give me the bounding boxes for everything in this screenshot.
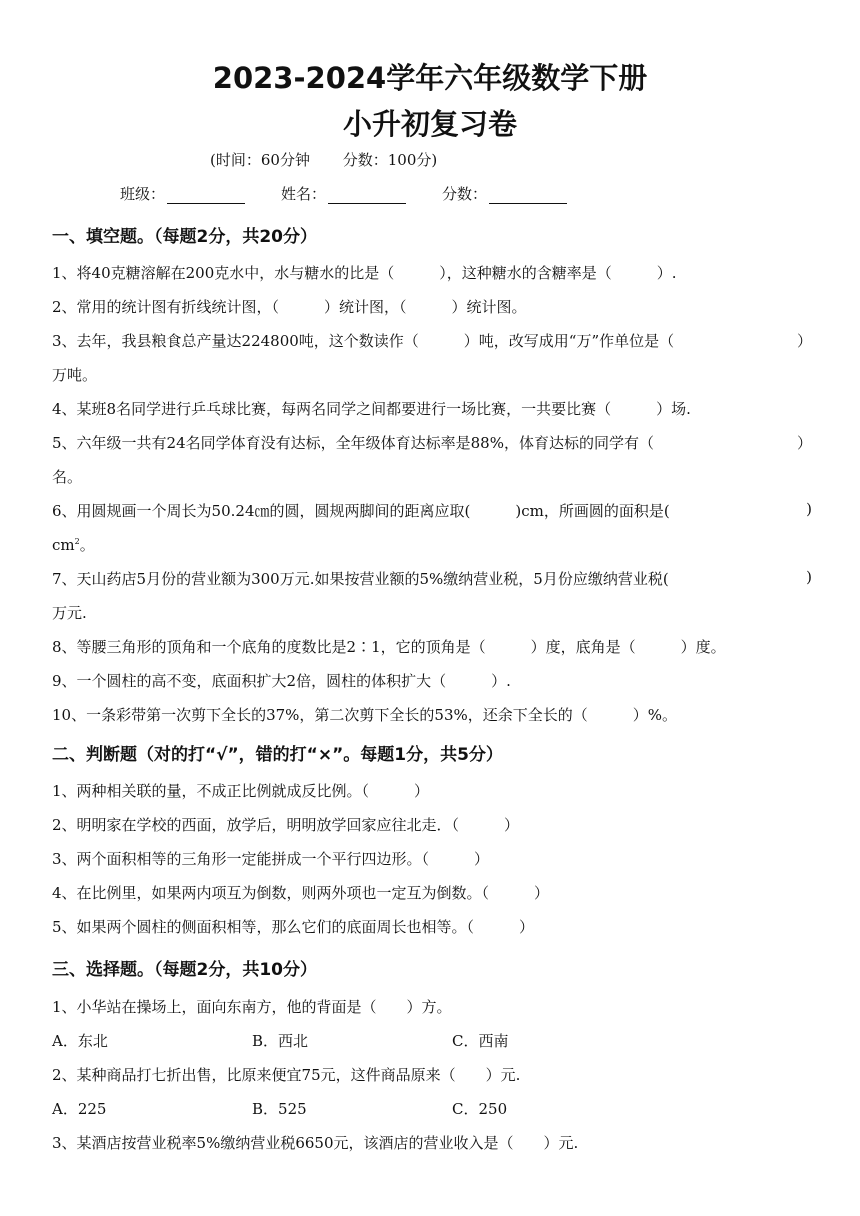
question-1-7-text: 7、天山药店5月份的营业额为300万元.如果按营业额的5%缴纳营业税，5月份应缴纳营业税(	[52, 570, 669, 588]
section-choice-title: 三、选择题。（每题2分，共10分）	[52, 960, 317, 980]
question-1-3	[52, 330, 812, 351]
exam-subtitle: 小升初复习卷	[342, 107, 517, 141]
class-label: 班级：	[120, 185, 166, 203]
question-2-2: 2、明明家在学校的西面，放学后，明明放学回家应往北走．（ ）	[52, 816, 520, 834]
name-field[interactable]	[281, 183, 406, 204]
option-a[interactable]: A．225	[52, 1100, 107, 1118]
question-2-1: 1、两种相关联的量，不成正比例就成反比例。（ ）	[52, 782, 430, 800]
question-1-3-cont: 万吨。	[52, 366, 98, 384]
question-2-3: 3、两个面积相等的三角形一定能拼成一个平行四边形。（ ）	[52, 850, 490, 868]
question-1-9: 9、一个圆柱的高不变，底面积扩大2倍，圆柱的体积扩大（ ）.	[52, 672, 511, 690]
question-1-3-bracket: ）	[796, 332, 812, 350]
exam-title: 2023-2024学年六年级数学下册	[212, 61, 648, 95]
exam-meta	[210, 149, 465, 170]
class-blank[interactable]	[167, 187, 245, 204]
total-score: 分数：100分)	[342, 151, 438, 169]
score-blank[interactable]	[489, 187, 567, 204]
question-1-6	[52, 500, 812, 521]
unit-exponent: 2	[74, 537, 80, 546]
question-3-1: 1、小华站在操场上，面向东南方，他的背面是（ ）方。	[52, 998, 452, 1016]
question-1-6-cont	[52, 534, 812, 555]
question-1-8: 8、等腰三角形的顶角和一个底角的度数比是2∶1，它的顶角是（ ）度，底角是（ ）度。	[52, 638, 726, 656]
section-fill-blank-title: 一、填空题。（每题2分，共20分）	[52, 227, 317, 247]
option-b[interactable]: B．西北	[252, 1032, 309, 1050]
option-b[interactable]: B．525	[252, 1100, 307, 1118]
question-3-3: 3、某酒店按营业税率5%缴纳营业税6650元，该酒店的营业收入是（ ）元.	[52, 1134, 579, 1152]
question-3-2: 2、某种商品打七折出售，比原来便宜75元，这件商品原来（ ）元.	[52, 1066, 521, 1084]
option-a[interactable]: A．东北	[52, 1032, 108, 1050]
option-c[interactable]: C．250	[452, 1100, 508, 1118]
option-c[interactable]: C．西南	[452, 1032, 509, 1050]
name-blank[interactable]	[328, 187, 406, 204]
section-judge-title: 二、判断题（对的打“√”，错的打“×”。每题1分，共5分）	[52, 745, 503, 765]
question-1-1: 1、将40克糖溶解在200克水中，水与糖水的比是（ ），这种糖水的含糖率是（ ）.	[52, 264, 677, 282]
score-field[interactable]	[442, 183, 567, 204]
question-1-6-bracket: )	[806, 500, 812, 518]
time-limit: (时间：60分钟	[210, 151, 310, 169]
question-1-4: 4、某班8名同学进行乒乓球比赛，每两名同学之间都要进行一场比赛，一共要比赛（ ）场.	[52, 400, 691, 418]
question-1-7	[52, 568, 812, 589]
question-1-7-bracket: )	[806, 568, 812, 586]
period: 。	[79, 536, 95, 554]
question-1-7-cont: 万元.	[52, 604, 87, 622]
student-info	[120, 183, 603, 204]
question-1-6-text: 6、用圆规画一个周长为50.24㎝的圆，圆规两脚间的距离应取( )cm，所画圆的面积是(	[52, 502, 670, 520]
question-2-5: 5、如果两个圆柱的侧面积相等，那么它们的底面周长也相等。（ ）	[52, 918, 535, 936]
question-1-10: 10、一条彩带第一次剪下全长的37%，第二次剪下全长的53%，还余下全长的（ ）%。	[52, 706, 678, 724]
unit-cm: cm	[52, 536, 75, 554]
question-1-2: 2、常用的统计图有折线统计图，（ ）统计图，（ ）统计图。	[52, 298, 527, 316]
question-1-3-text: 3、去年，我县粮食总产量达224800吨，这个数读作（ ）吨，改写成用“万”作单位是（	[52, 332, 675, 350]
class-field[interactable]	[120, 183, 245, 204]
question-1-5-bracket: ）	[796, 434, 812, 452]
question-1-5	[52, 432, 812, 453]
question-1-5-text: 5、六年级一共有24名同学体育没有达标，全年级体育达标率是88%，体育达标的同学有（	[52, 434, 654, 452]
score-label: 分数：	[442, 185, 488, 203]
name-label: 姓名：	[281, 185, 327, 203]
question-2-4: 4、在比例里，如果两内项互为倒数，则两外项也一定互为倒数。（ ）	[52, 884, 550, 902]
question-1-5-cont: 名。	[52, 468, 83, 486]
